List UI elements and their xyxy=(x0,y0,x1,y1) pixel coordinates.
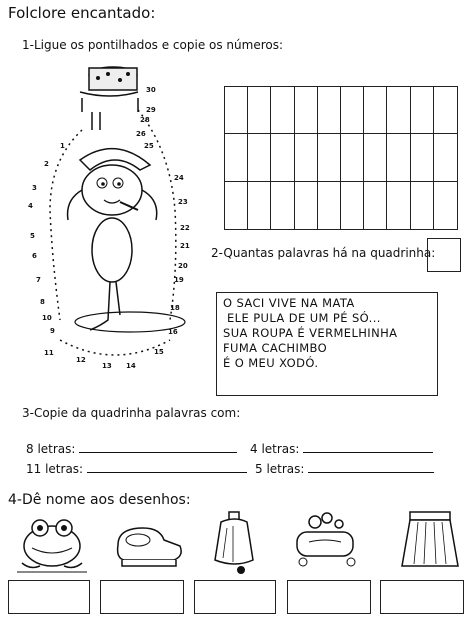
dot-number: 26 xyxy=(136,130,146,138)
drawing-name-box-1[interactable] xyxy=(8,580,90,614)
question-4: 4-Dê nome aos desenhos: xyxy=(8,492,191,508)
frog-icon xyxy=(12,508,92,576)
dot-number: 14 xyxy=(126,362,136,370)
soap-icon xyxy=(285,508,367,572)
skirt-icon xyxy=(398,508,462,574)
poem-line: O SACI VIVE NA MATA xyxy=(223,296,355,310)
dot-number: 5 xyxy=(30,232,35,240)
dot-number: 6 xyxy=(32,252,37,260)
poem-box xyxy=(216,292,438,396)
number-copy-grid[interactable] xyxy=(224,86,458,230)
drawing-name-box-2[interactable] xyxy=(100,580,184,614)
answer-line[interactable] xyxy=(308,460,434,473)
page-title: Folclore encantado: xyxy=(8,4,156,22)
drawing-name-box-5[interactable] xyxy=(380,580,464,614)
poem-line: FUMA CACHIMBO xyxy=(223,341,328,355)
dot-number: 21 xyxy=(180,242,190,250)
dot-number: 22 xyxy=(180,224,190,232)
dot-number: 12 xyxy=(76,356,86,364)
dot-number: 8 xyxy=(40,298,45,306)
dot-number: 2 xyxy=(44,160,49,168)
word-count-answer-box[interactable] xyxy=(427,238,461,272)
fill-label: 4 letras: xyxy=(250,442,300,456)
fill-label: 5 letras: xyxy=(255,462,305,476)
dot-number: 19 xyxy=(174,276,184,284)
dot-number: 25 xyxy=(144,142,154,150)
poem-line: ELE PULA DE UM PÉ SÓ... xyxy=(227,311,381,325)
dot-number: 29 xyxy=(146,106,156,114)
dot-number: 3 xyxy=(32,184,37,192)
poem-line: SUA ROUPA É VERMELHINHA xyxy=(223,326,398,340)
dot-number: 30 xyxy=(146,86,156,94)
answer-line[interactable] xyxy=(303,440,433,453)
dot-number: 20 xyxy=(178,262,188,270)
fill-row-11-letters xyxy=(26,460,247,476)
question-3: 3-Copie da quadrinha palavras com: xyxy=(22,406,241,420)
fill-label: 8 letras: xyxy=(26,442,76,456)
dot-number: 11 xyxy=(44,349,54,357)
clog-icon xyxy=(108,520,188,570)
answer-line[interactable] xyxy=(79,440,237,453)
saci-figure-icon xyxy=(68,149,185,332)
dot-number: 18 xyxy=(170,304,180,312)
dot-number: 7 xyxy=(36,276,41,284)
dot-number: 10 xyxy=(42,314,52,322)
saci-dot-to-dot-illustration xyxy=(20,50,220,390)
fill-label: 11 letras: xyxy=(26,462,84,476)
dot-number: 4 xyxy=(28,202,33,210)
answer-line[interactable] xyxy=(87,460,247,473)
dot-number: 13 xyxy=(102,362,112,370)
dot-number: 1 xyxy=(60,142,65,150)
dot-number: 28 xyxy=(140,116,150,124)
fill-row-4-letters xyxy=(250,440,433,456)
drawing-name-box-4[interactable] xyxy=(287,580,371,614)
fill-row-8-letters xyxy=(26,440,237,456)
bottle-icon xyxy=(80,67,138,130)
question-2: 2-Quantas palavras há na quadrinha: xyxy=(211,246,436,260)
question-1: 1-Ligue os pontilhados e copie os números: xyxy=(22,38,284,52)
dot-number: 9 xyxy=(50,327,55,335)
dot-number: 23 xyxy=(178,198,188,206)
drawing-name-box-3[interactable] xyxy=(194,580,276,614)
dot-number: 16 xyxy=(168,328,178,336)
dot-number: 15 xyxy=(154,348,164,356)
poem-line: É O MEU XODÓ. xyxy=(223,356,319,370)
dot-number: 24 xyxy=(174,174,184,182)
bell-icon xyxy=(205,508,265,578)
fill-row-5-letters xyxy=(255,460,434,476)
